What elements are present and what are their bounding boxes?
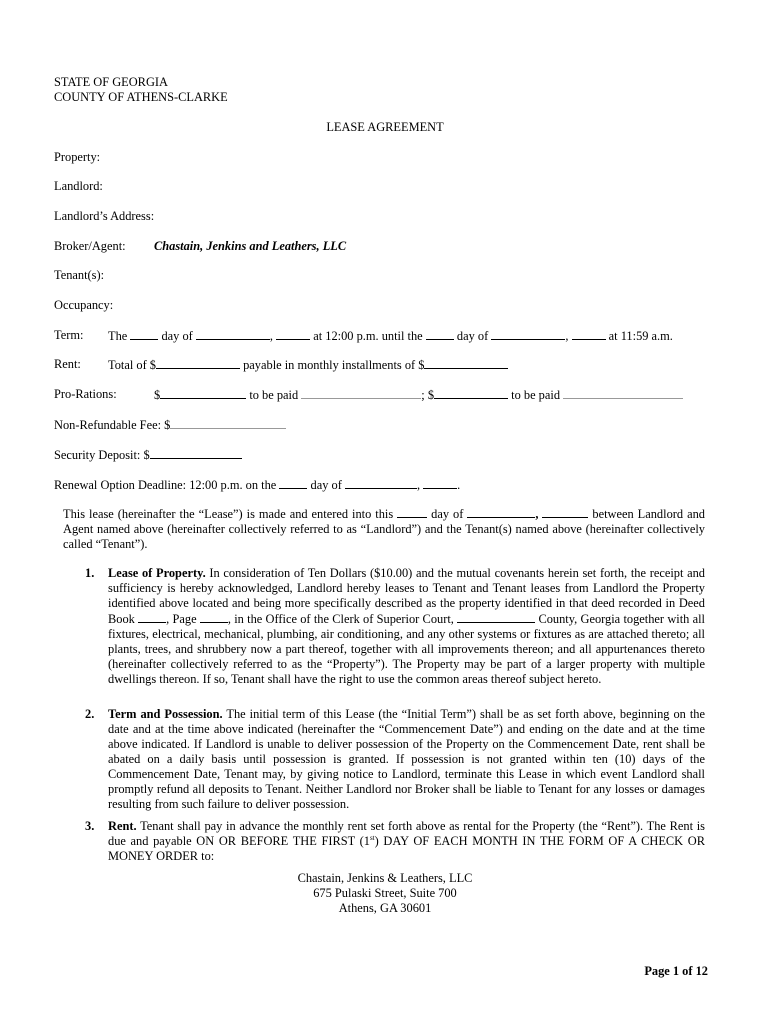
term-label: Term:: [54, 328, 84, 342]
section-2-heading: Term and Possession.: [108, 707, 223, 721]
renewal-day-of: day of: [310, 478, 342, 492]
security-deposit-label: Security Deposit: $: [54, 448, 150, 462]
intro-year-field[interactable]: [542, 506, 588, 518]
section-3-heading: Rent.: [108, 819, 137, 833]
broker-label: Broker/Agent:: [54, 239, 126, 253]
nonrefundable-fee-field[interactable]: [170, 417, 286, 429]
term-start-month-field[interactable]: [196, 328, 270, 340]
term-row: [108, 328, 673, 344]
payee-city: Athens, GA 30601: [338, 901, 432, 915]
rent-total-text: Total of $: [108, 358, 156, 372]
prorations-row: [154, 387, 683, 403]
section-3-superscript: st: [369, 833, 375, 842]
section-1-paragraph: [108, 566, 705, 687]
broker-value: Chastain, Jenkins and Leathers, LLC: [154, 239, 347, 253]
county-heading: COUNTY OF ATHENS-CLARKE: [54, 90, 228, 104]
section-1-text-a: In consideration of Ten Dollars ($10.00) and the mutual covenants herein set forth, the receipt and sufficiency is hereby acknowledged, Landlord hereby leases to Tenant and Tenant leases from Landlord the Property identified above located and being more specifically described as the property identified in that deed recorded in Deed Book: [108, 566, 705, 626]
payee-street: 675 Pulaski Street, Suite 700: [313, 886, 457, 900]
section-2-text: The initial term of this Lease (the “Initial Term”) shall be as set forth above, beginning on the date and at the time above indicated (hereinafter the “Commencement Date”) and ending on the date and at the time above indicated. If Landlord is unable to deliver possession of the Property on the Commencement Date, rent shall be abated on a daily basis until possession is granted. If possession is not granted within ten (10) days of the Commencement Date, Tenant may, by giving notice to Landlord, terminate this Lease in which event Landlord shall promptly refund all deposits to Tenant. Neither Landlord nor Broker shall be liable to Tenant for any losses or damages resulting from such failure to deliver possession.: [108, 707, 705, 811]
renewal-text: Renewal Option Deadline: 12:00 p.m. on the: [54, 478, 277, 492]
page-number: Page 1 of 12: [644, 964, 708, 978]
proration-amount-2-field[interactable]: [434, 387, 508, 399]
payee-name: Chastain, Jenkins & Leathers, LLC: [297, 871, 473, 885]
term-start-day-field[interactable]: [130, 328, 158, 340]
rent-row: [108, 357, 508, 373]
term-day-of: day of: [161, 329, 193, 343]
section-2-paragraph: [108, 707, 705, 812]
term-end-year-field[interactable]: [572, 328, 606, 340]
nonrefundable-fee-row: [54, 417, 286, 433]
state-heading: STATE OF GEORGIA: [54, 75, 168, 89]
intro-day-field[interactable]: [397, 506, 427, 518]
term-at-noon: at 12:00 p.m. until the: [313, 329, 423, 343]
intro-part1: This lease (hereinafter the “Lease”) is made and entered into this: [63, 507, 394, 521]
intro-part2: between Landlord and Agent named above (hereinafter collectively referred to as “Landlord”) and the Tenant(s) named above (hereinafter collectively called “Tenant”).: [63, 507, 705, 551]
tenants-label: Tenant(s):: [54, 268, 105, 282]
proration-amount-1-field[interactable]: [160, 387, 246, 399]
nonrefundable-fee-label: Non-Refundable Fee: $: [54, 418, 171, 432]
intro-month-field[interactable]: [467, 506, 535, 518]
proration-date-2-field[interactable]: [563, 387, 683, 399]
term-end-time: at 11:59 a.m.: [608, 329, 673, 343]
renewal-month-field[interactable]: [345, 477, 417, 489]
landlord-address-label: Landlord’s Address:: [54, 209, 155, 223]
renewal-comma: ,: [416, 478, 421, 492]
section-3-text-a: Tenant shall pay in advance the monthly rent set forth above as rental for the Property (the “Rent”). The Rent is due and payable ON OR BEFORE THE FIRST (1: [108, 819, 705, 848]
renewal-day-field[interactable]: [279, 477, 307, 489]
prorations-semicolon: ; $: [421, 388, 435, 402]
landlord-label: Landlord:: [54, 179, 103, 193]
section-3-text-b: ) DAY OF EACH MONTH IN THE FORM OF A CHECK OR MONEY ORDER to:: [108, 834, 705, 863]
section-1-text-d: County, Georgia together with all fixtures, electrical, mechanical, plumbing, air conditioning, and any other systems or fixtures as are attached thereto; all plants, trees, and shrubbery now a part thereof, together with all improvements thereon; and all appurtenances thereto (hereinafter collectively referred to as the “Property”). The Property may be part of a larger property with multiple dwellings thereon. If so, Tenant shall have the right to use the common areas thereof subject hereto.: [108, 612, 705, 686]
deed-book-field[interactable]: [138, 611, 166, 623]
section-1-number: 1.: [85, 566, 95, 580]
proration-date-1-field[interactable]: [301, 387, 421, 399]
prorations-label: Pro-Rations:: [54, 387, 117, 401]
term-the: The: [108, 329, 128, 343]
term-end-month-field[interactable]: [491, 328, 565, 340]
section-1-heading: Lease of Property.: [108, 566, 206, 580]
prorations-to-be-paid-2: to be paid: [511, 388, 561, 402]
intro-comma: ,: [535, 507, 539, 521]
county-field[interactable]: [457, 611, 535, 623]
rent-total-field[interactable]: [156, 357, 240, 369]
deed-page-field[interactable]: [200, 611, 228, 623]
security-deposit-field[interactable]: [150, 447, 242, 459]
property-label: Property:: [54, 150, 101, 164]
document-title: LEASE AGREEMENT: [326, 120, 444, 134]
rent-payable-text: payable in monthly installments of $: [243, 358, 425, 372]
section-2-number: 2.: [85, 707, 95, 721]
term-day-of-2: day of: [456, 329, 489, 343]
section-3-paragraph: [108, 819, 705, 864]
term-comma: ,: [269, 329, 274, 343]
occupancy-label: Occupancy:: [54, 298, 114, 312]
renewal-year-field[interactable]: [423, 477, 457, 489]
rent-monthly-field[interactable]: [424, 357, 508, 369]
term-start-year-field[interactable]: [276, 328, 310, 340]
section-1-text-b: , Page: [166, 612, 197, 626]
term-comma-2: ,: [565, 329, 569, 343]
intro-paragraph: [63, 506, 705, 552]
section-1-text-c: , in the Office of the Clerk of Superior Court,: [227, 612, 454, 626]
term-end-day-field[interactable]: [426, 328, 454, 340]
rent-label: Rent:: [54, 357, 81, 371]
security-deposit-row: [54, 447, 242, 463]
section-3-number: 3.: [85, 819, 95, 833]
intro-day-of: day of: [431, 507, 464, 521]
renewal-period: .: [457, 478, 461, 492]
renewal-row: [54, 477, 460, 493]
prorations-dollar: $: [154, 388, 161, 402]
prorations-to-be-paid: to be paid: [249, 388, 299, 402]
